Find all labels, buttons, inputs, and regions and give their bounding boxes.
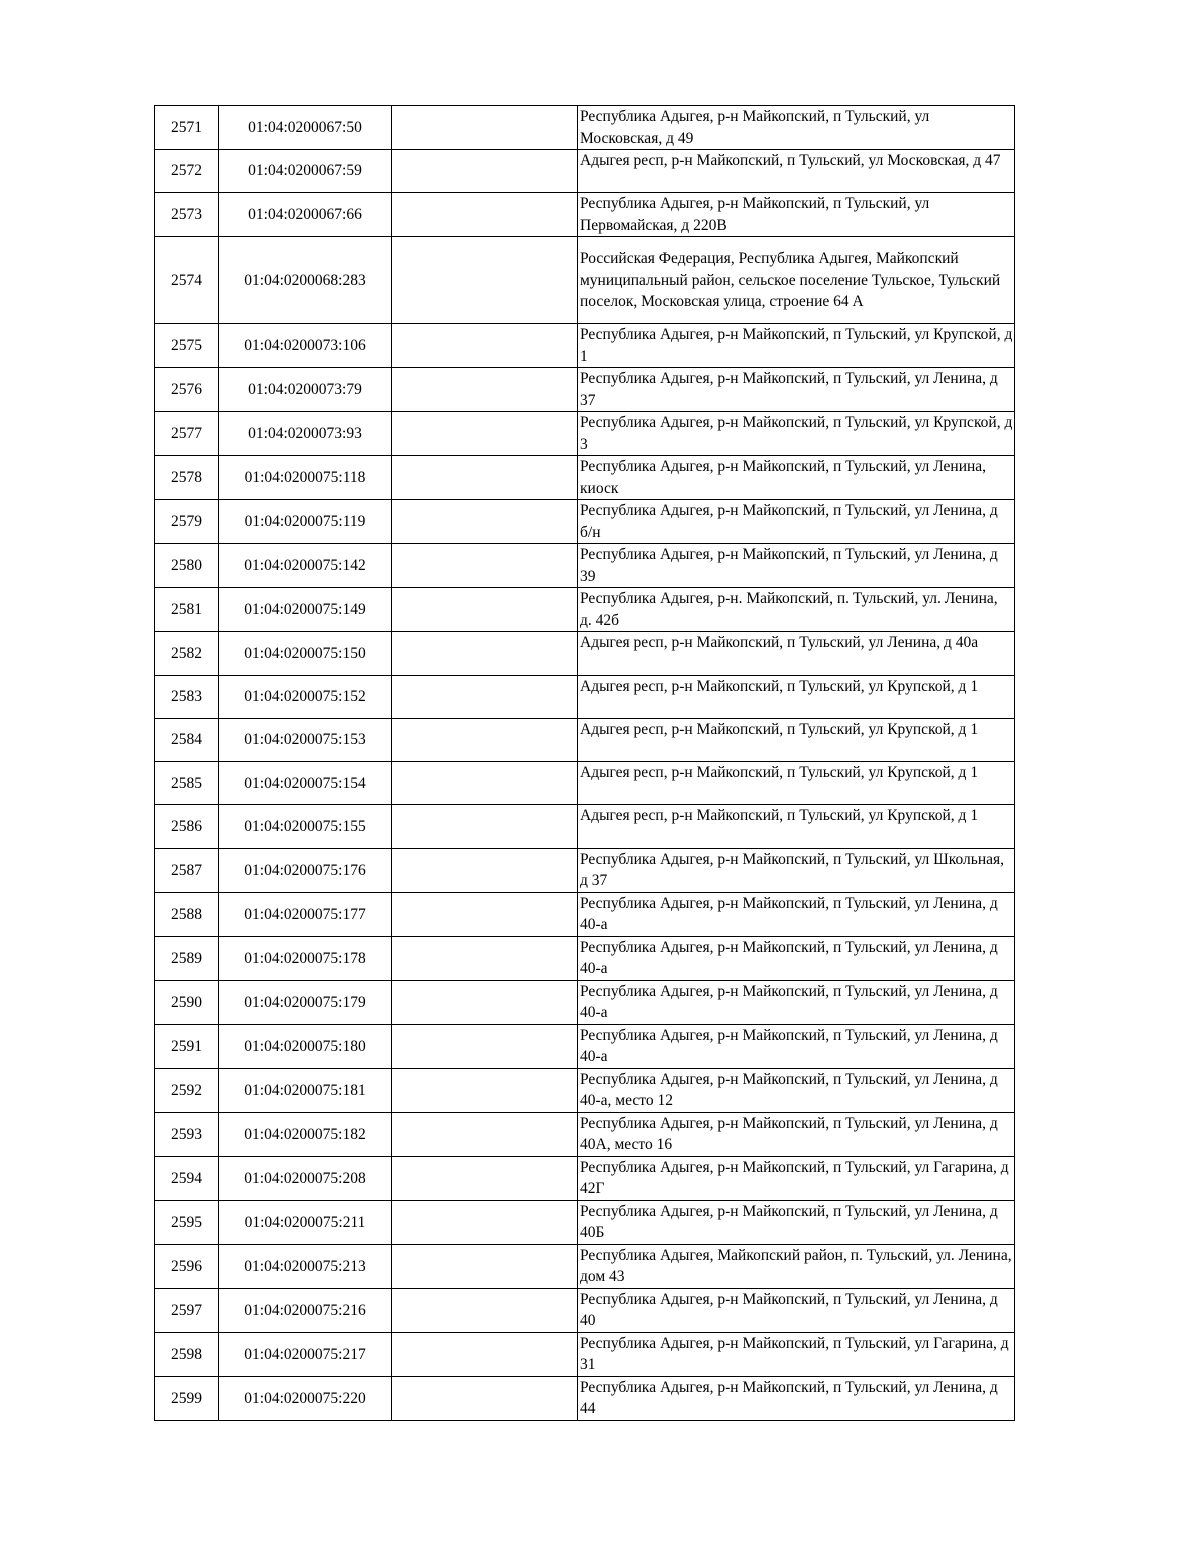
row-number: 2581 xyxy=(155,588,219,632)
cadastral-number: 01:04:0200068:283 xyxy=(219,237,392,324)
blank-cell xyxy=(392,1244,578,1288)
address-text: Республика Адыгея, р-н Майкопский, п Тульский, ул Ленина, д 40-а, место 12 xyxy=(580,1070,998,1110)
table-row xyxy=(155,106,1015,150)
table-row xyxy=(155,762,1015,805)
blank-cell xyxy=(392,1200,578,1244)
row-number: 2579 xyxy=(155,500,219,544)
table-row xyxy=(155,412,1015,456)
row-number: 2575 xyxy=(155,324,219,368)
address-cell xyxy=(578,544,1015,588)
blank-cell xyxy=(392,1376,578,1420)
cadastral-number: 01:04:0200075:180 xyxy=(219,1024,392,1068)
blank-cell xyxy=(392,324,578,368)
cadastral-number: 01:04:0200075:217 xyxy=(219,1332,392,1376)
blank-cell xyxy=(392,106,578,150)
registry-table xyxy=(154,105,1015,1421)
row-number: 2593 xyxy=(155,1112,219,1156)
address-text: Республика Адыгея, р-н Майкопский, п Тульский, ул Гагарина, д 31 xyxy=(580,1334,1009,1374)
row-number: 2584 xyxy=(155,718,219,761)
cadastral-number: 01:04:0200075:177 xyxy=(219,892,392,936)
address-cell xyxy=(578,368,1015,412)
blank-cell xyxy=(392,1068,578,1112)
cadastral-number: 01:04:0200075:211 xyxy=(219,1200,392,1244)
address-cell xyxy=(578,805,1015,848)
cadastral-number: 01:04:0200075:150 xyxy=(219,632,392,675)
blank-cell xyxy=(392,456,578,500)
cadastral-number: 01:04:0200075:178 xyxy=(219,936,392,980)
cadastral-number: 01:04:0200075:155 xyxy=(219,805,392,848)
table-row xyxy=(155,1156,1015,1200)
address-cell xyxy=(578,324,1015,368)
row-number: 2595 xyxy=(155,1200,219,1244)
table-row xyxy=(155,848,1015,892)
address-cell xyxy=(578,1112,1015,1156)
blank-cell xyxy=(392,193,578,237)
address-text: Республика Адыгея, р-н Майкопский, п Тульский, ул Ленина, д б/н xyxy=(580,502,998,541)
address-cell xyxy=(578,1024,1015,1068)
address-cell xyxy=(578,456,1015,500)
blank-cell xyxy=(392,588,578,632)
address-text: Республика Адыгея, р-н. Майкопский, п. Тульский, ул. Ленина, д. 42б xyxy=(580,590,998,629)
blank-cell xyxy=(392,1024,578,1068)
cadastral-number: 01:04:0200075:119 xyxy=(219,500,392,544)
table-row xyxy=(155,193,1015,237)
row-number: 2583 xyxy=(155,675,219,718)
address-cell xyxy=(578,1244,1015,1288)
table-row xyxy=(155,936,1015,980)
address-cell xyxy=(578,193,1015,237)
table-row xyxy=(155,675,1015,718)
cadastral-number: 01:04:0200073:79 xyxy=(219,368,392,412)
address-cell xyxy=(578,718,1015,761)
address-cell xyxy=(578,588,1015,632)
blank-cell xyxy=(392,368,578,412)
table-row xyxy=(155,150,1015,193)
address-cell xyxy=(578,1200,1015,1244)
table-row xyxy=(155,588,1015,632)
address-cell xyxy=(578,675,1015,718)
address-cell xyxy=(578,150,1015,193)
address-text: Республика Адыгея, р-н Майкопский, п Тульский, ул Крупской, д 3 xyxy=(580,414,1013,453)
table-row xyxy=(155,1112,1015,1156)
address-text: Республика Адыгея, р-н Майкопский, п Тульский, ул Ленина, д 40-а xyxy=(580,982,998,1022)
row-number: 2586 xyxy=(155,805,219,848)
cadastral-number: 01:04:0200075:220 xyxy=(219,1376,392,1420)
address-cell xyxy=(578,980,1015,1024)
row-number: 2578 xyxy=(155,456,219,500)
address-text: Республика Адыгея, р-н Майкопский, п Тульский, ул Ленина, д 40-а xyxy=(580,894,998,934)
address-text: Российская Федерация, Республика Адыгея, Майкопский муниципальный район, сельское поселение Тульское, Тульский поселок, Московская улица, строение 64 А xyxy=(580,250,1001,311)
blank-cell xyxy=(392,936,578,980)
cadastral-number: 01:04:0200075:142 xyxy=(219,544,392,588)
cadastral-number: 01:04:0200075:182 xyxy=(219,1112,392,1156)
blank-cell xyxy=(392,892,578,936)
table-row xyxy=(155,1068,1015,1112)
table-row xyxy=(155,544,1015,588)
table-row xyxy=(155,805,1015,848)
row-number: 2589 xyxy=(155,936,219,980)
address-cell xyxy=(578,1288,1015,1332)
table-row xyxy=(155,324,1015,368)
blank-cell xyxy=(392,762,578,805)
address-cell xyxy=(578,762,1015,805)
table-row xyxy=(155,1244,1015,1288)
blank-cell xyxy=(392,848,578,892)
row-number: 2588 xyxy=(155,892,219,936)
address-cell xyxy=(578,106,1015,150)
address-text: Адыгея респ, р-н Майкопский, п Тульский, ул Крупской, д 1 xyxy=(580,764,979,782)
row-number: 2591 xyxy=(155,1024,219,1068)
blank-cell xyxy=(392,980,578,1024)
table-row xyxy=(155,632,1015,675)
table-row xyxy=(155,980,1015,1024)
table-row xyxy=(155,1200,1015,1244)
row-number: 2577 xyxy=(155,412,219,456)
table-row xyxy=(155,237,1015,324)
address-cell xyxy=(578,1332,1015,1376)
cadastral-number: 01:04:0200075:149 xyxy=(219,588,392,632)
blank-cell xyxy=(392,1288,578,1332)
row-number: 2573 xyxy=(155,193,219,237)
address-text: Адыгея респ, р-н Майкопский, п Тульский, ул Крупской, д 1 xyxy=(580,807,979,825)
row-number: 2585 xyxy=(155,762,219,805)
blank-cell xyxy=(392,150,578,193)
address-text: Адыгея респ, р-н Майкопский, п Тульский, ул Крупской, д 1 xyxy=(580,677,979,695)
blank-cell xyxy=(392,675,578,718)
cadastral-number: 01:04:0200075:154 xyxy=(219,762,392,805)
row-number: 2571 xyxy=(155,106,219,150)
registry-table-body xyxy=(155,106,1015,1421)
row-number: 2592 xyxy=(155,1068,219,1112)
address-cell xyxy=(578,936,1015,980)
blank-cell xyxy=(392,632,578,675)
cadastral-number: 01:04:0200067:50 xyxy=(219,106,392,150)
row-number: 2590 xyxy=(155,980,219,1024)
table-row xyxy=(155,368,1015,412)
address-cell xyxy=(578,848,1015,892)
address-cell xyxy=(578,632,1015,675)
address-text: Республика Адыгея, р-н Майкопский, п Тульский, ул Гагарина, д 42Г xyxy=(580,1158,1009,1198)
address-text: Республика Адыгея, р-н Майкопский, п Тульский, ул Ленина, д 39 xyxy=(580,546,998,585)
row-number: 2572 xyxy=(155,150,219,193)
address-text: Республика Адыгея, р-н Майкопский, п Тульский, ул Ленина, д 40А, место 16 xyxy=(580,1114,998,1154)
cadastral-number: 01:04:0200075:152 xyxy=(219,675,392,718)
blank-cell xyxy=(392,544,578,588)
row-number: 2598 xyxy=(155,1332,219,1376)
address-text: Адыгея респ, р-н Майкопский, п Тульский, ул Крупской, д 1 xyxy=(580,720,979,738)
cadastral-number: 01:04:0200075:176 xyxy=(219,848,392,892)
address-text: Республика Адыгея, Майкопский район, п. Тульский, ул. Ленина, дом 43 xyxy=(580,1246,1012,1286)
table-row xyxy=(155,456,1015,500)
address-cell xyxy=(578,412,1015,456)
blank-cell xyxy=(392,805,578,848)
address-text: Республика Адыгея, р-н Майкопский, п Тульский, ул Ленина, киоск xyxy=(580,458,987,497)
blank-cell xyxy=(392,1156,578,1200)
table-row xyxy=(155,892,1015,936)
blank-cell xyxy=(392,500,578,544)
address-text: Республика Адыгея, р-н Майкопский, п Тульский, ул Ленина, д 40 xyxy=(580,1290,998,1330)
address-text: Республика Адыгея, р-н Майкопский, п Тульский, ул Первомайская, д 220В xyxy=(580,195,930,234)
cadastral-number: 01:04:0200075:181 xyxy=(219,1068,392,1112)
cadastral-number: 01:04:0200075:153 xyxy=(219,718,392,761)
address-text: Республика Адыгея, р-н Майкопский, п Тульский, ул Московская, д 49 xyxy=(580,108,930,147)
address-text: Адыгея респ, р-н Майкопский, п Тульский, ул Московская, д 47 xyxy=(580,152,1001,169)
cadastral-number: 01:04:0200075:179 xyxy=(219,980,392,1024)
address-cell xyxy=(578,1068,1015,1112)
blank-cell xyxy=(392,718,578,761)
table-row xyxy=(155,1024,1015,1068)
row-number: 2594 xyxy=(155,1156,219,1200)
address-text: Республика Адыгея, р-н Майкопский, п Тульский, ул Крупской, д 1 xyxy=(580,326,1013,365)
address-text: Республика Адыгея, р-н Майкопский, п Тульский, ул Ленина, д 40Б xyxy=(580,1202,998,1242)
row-number: 2574 xyxy=(155,237,219,324)
blank-cell xyxy=(392,237,578,324)
cadastral-number: 01:04:0200067:66 xyxy=(219,193,392,237)
cadastral-number: 01:04:0200073:93 xyxy=(219,412,392,456)
row-number: 2580 xyxy=(155,544,219,588)
address-cell xyxy=(578,1156,1015,1200)
address-text: Республика Адыгея, р-н Майкопский, п Тульский, ул Ленина, д 40-а xyxy=(580,938,998,978)
address-text: Республика Адыгея, р-н Майкопский, п Тульский, ул Школьная, д 37 xyxy=(580,850,1005,890)
table-row xyxy=(155,500,1015,544)
cadastral-number: 01:04:0200075:213 xyxy=(219,1244,392,1288)
address-text: Республика Адыгея, р-н Майкопский, п Тульский, ул Ленина, д 37 xyxy=(580,370,998,409)
cadastral-number: 01:04:0200075:208 xyxy=(219,1156,392,1200)
blank-cell xyxy=(392,1112,578,1156)
address-cell xyxy=(578,1376,1015,1420)
address-text: Адыгея респ, р-н Майкопский, п Тульский, ул Ленина, д 40а xyxy=(580,634,979,652)
row-number: 2587 xyxy=(155,848,219,892)
cadastral-number: 01:04:0200067:59 xyxy=(219,150,392,193)
address-cell xyxy=(578,500,1015,544)
row-number: 2596 xyxy=(155,1244,219,1288)
cadastral-number: 01:04:0200075:118 xyxy=(219,456,392,500)
row-number: 2576 xyxy=(155,368,219,412)
table-row xyxy=(155,1376,1015,1420)
address-text: Республика Адыгея, р-н Майкопский, п Тульский, ул Ленина, д 44 xyxy=(580,1378,998,1418)
cadastral-number: 01:04:0200073:106 xyxy=(219,324,392,368)
row-number: 2599 xyxy=(155,1376,219,1420)
table-row xyxy=(155,1288,1015,1332)
address-cell xyxy=(578,892,1015,936)
table-row xyxy=(155,1332,1015,1376)
blank-cell xyxy=(392,412,578,456)
row-number: 2597 xyxy=(155,1288,219,1332)
cadastral-number: 01:04:0200075:216 xyxy=(219,1288,392,1332)
row-number: 2582 xyxy=(155,632,219,675)
address-text: Республика Адыгея, р-н Майкопский, п Тульский, ул Ленина, д 40-а xyxy=(580,1026,998,1066)
address-cell xyxy=(578,237,1015,324)
blank-cell xyxy=(392,1332,578,1376)
table-row xyxy=(155,718,1015,761)
